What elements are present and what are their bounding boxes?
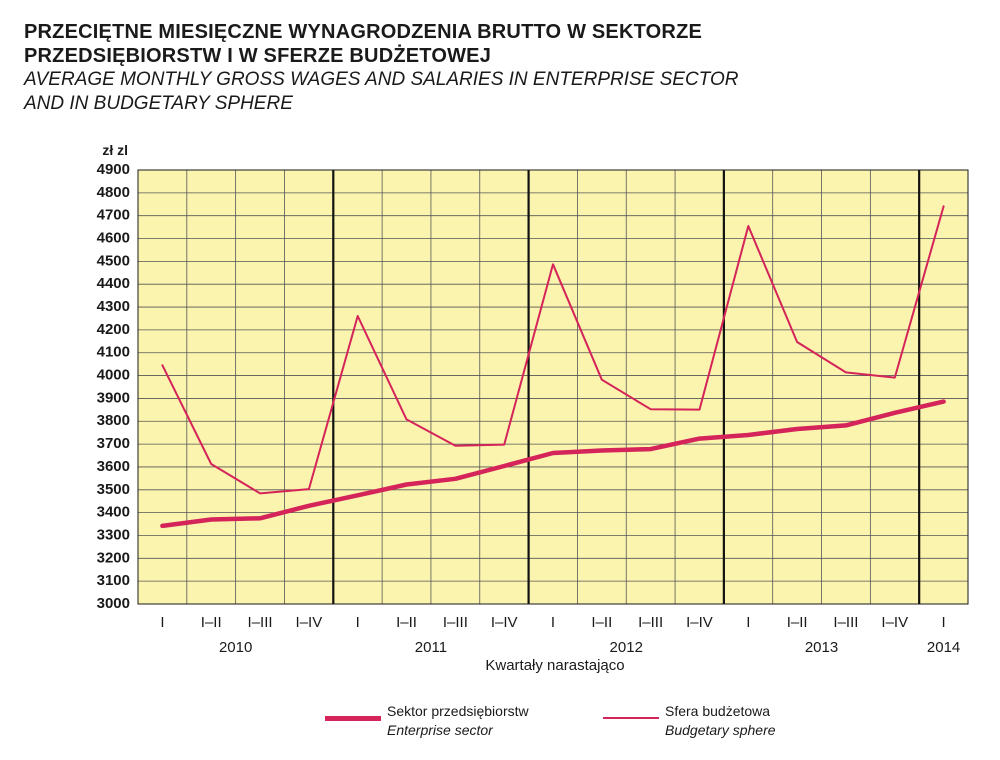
y-tick-4500: 4500: [96, 252, 130, 270]
x-tick-0: I: [160, 614, 165, 631]
x-axis-title: Kwartały narastająco: [485, 657, 625, 674]
y-tick-4300: 4300: [96, 298, 130, 316]
title-english-line1: AVERAGE MONTHLY GROSS WAGES AND SALARIES IN ENTERPRISE SECTOR: [24, 69, 739, 90]
x-tick-10: I–III: [638, 614, 664, 631]
y-unit-label: zł zl: [102, 142, 128, 158]
x-tick-5: I–II: [396, 614, 417, 631]
title-polish-line1: PRZECIĘTNE MIESIĘCZNE WYNAGRODZENIA BRUTTO W SEKTORZE: [24, 21, 703, 43]
y-tick-4900: 4900: [96, 160, 130, 178]
year-label-2012: 2012: [609, 639, 643, 656]
legend-text-enterprise: [387, 702, 529, 740]
y-tick-3200: 3200: [96, 549, 130, 567]
year-labels: [219, 639, 960, 656]
x-tick-16: I: [941, 614, 946, 631]
year-label-2011: 2011: [414, 639, 448, 656]
y-tick-4400: 4400: [96, 275, 130, 293]
legend-label-enterprise-en: Enterprise sector: [387, 722, 493, 738]
x-tick-6: I–III: [442, 614, 468, 631]
legend-label-budgetary-pl: Sfera budżetowa: [665, 703, 771, 719]
y-tick-4100: 4100: [96, 343, 130, 361]
x-tick-15: I–IV: [881, 614, 909, 631]
x-tick-13: I–II: [786, 614, 808, 631]
year-label-2014: 2014: [926, 639, 961, 656]
x-tick-3: I–IV: [295, 614, 323, 631]
y-tick-3400: 3400: [96, 503, 130, 521]
y-tick-4800: 4800: [96, 183, 130, 201]
y-tick-3900: 3900: [96, 389, 130, 407]
x-tick-12: I: [746, 614, 751, 631]
year-label-2010: 2010: [218, 639, 253, 656]
y-tick-3800: 3800: [96, 412, 130, 430]
y-tick-3500: 3500: [96, 480, 130, 498]
y-tick-3000: 3000: [96, 594, 130, 612]
legend-swatch-enterprise: [325, 716, 381, 721]
x-tick-9: I–II: [591, 614, 613, 631]
y-tick-3700: 3700: [96, 435, 130, 453]
title-english-line2: AND IN BUDGETARY SPHERE: [24, 93, 293, 114]
legend-text-budgetary: [665, 702, 776, 740]
x-tick-14: I–III: [833, 614, 859, 631]
y-tick-4600: 4600: [96, 229, 130, 247]
x-tick-4: I: [355, 614, 360, 631]
y-tick-3300: 3300: [96, 526, 130, 544]
title-polish-line2: PRZEDSIĘBIORSTW I W SFERZE BUDŻETOWEJ: [24, 45, 492, 67]
plot-area: [138, 170, 968, 604]
x-tick-8: I: [550, 614, 556, 631]
x-tick-11: I–IV: [686, 614, 713, 631]
x-tick-1: I–II: [200, 614, 222, 631]
y-tick-4200: 4200: [96, 320, 130, 338]
year-label-2013: 2013: [804, 639, 839, 656]
x-tick-2: I–III: [247, 614, 273, 631]
legend-swatch-budgetary: [603, 717, 659, 719]
y-tick-3600: 3600: [96, 457, 130, 475]
y-tick-labels: [97, 161, 130, 612]
y-tick-4000: 4000: [96, 366, 130, 384]
y-tick-4700: 4700: [96, 206, 130, 224]
legend-label-enterprise-pl: Sektor przedsiębiorstw: [387, 703, 529, 719]
x-tick-labels: [160, 614, 945, 631]
legend-label-budgetary-en: Budgetary sphere: [665, 722, 776, 738]
x-tick-7: I–IV: [490, 614, 518, 631]
y-tick-3100: 3100: [96, 572, 130, 590]
